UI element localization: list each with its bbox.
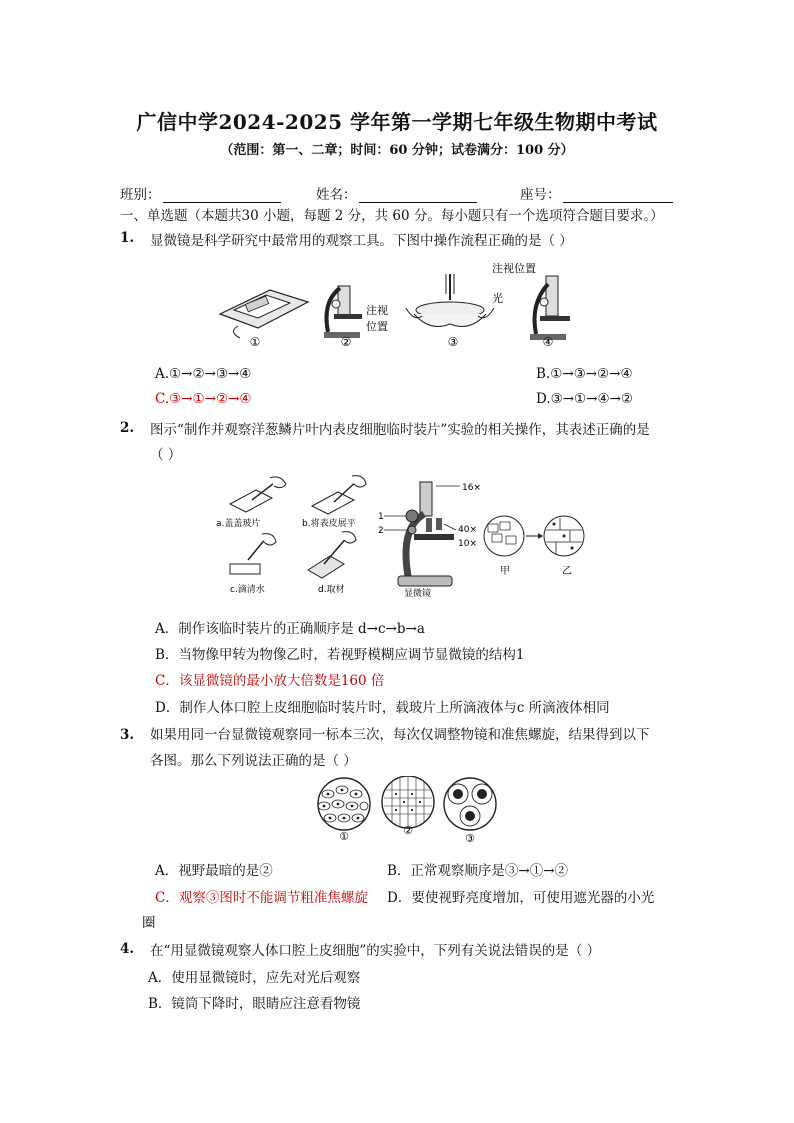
name-field: [316, 183, 477, 203]
q4-option-b: B．镜筒下降时，眼睛应注意看物镜: [148, 996, 361, 1012]
q2-option-a: A．制作该临时装片的正确顺序是 d→c→b→a: [155, 621, 425, 637]
q3-option-c: C．观察③图时不能调节粗准焦螺旋: [155, 890, 368, 906]
q2-option-c: C．该显微镜的最小放大倍数是160 倍: [155, 673, 385, 689]
q3-label-2: ②: [403, 824, 413, 837]
q3-option-d: D．要使视野亮度增加，可使用遮光器的小光: [387, 890, 655, 906]
q1-fig-label-1: ①: [249, 335, 261, 349]
q2-option-d: D．制作人体口腔上皮细胞临时装片时，载玻片上所滴液体与c 所滴液体相同: [155, 700, 610, 716]
q2-label-jia: 甲: [500, 566, 510, 577]
q2-label-16x: 16×: [462, 483, 481, 493]
q2-label-c: c.滴清水: [230, 585, 265, 595]
q2-figure: [212, 472, 592, 602]
q1-number: 1.: [120, 230, 135, 246]
q2-text-line2: （ ）: [150, 447, 182, 463]
q2-label-scope: 显微镜: [404, 589, 432, 599]
q2-label-1: 1: [378, 512, 384, 522]
q2-fig-microscope: [384, 482, 460, 586]
q2-number: 2.: [120, 420, 135, 436]
q3-view-2: [382, 776, 434, 828]
section-heading: 一、单选题（本题共30 小题，每题 2 分，共 60 分。每小题只有一个选项符合题目要求。）: [120, 208, 664, 224]
seat-label: 座号：: [520, 187, 561, 203]
seat-blank: [563, 188, 673, 203]
q1-fig4-microscope: [530, 276, 570, 340]
q2-label-10x: 10×: [458, 539, 477, 549]
q1-fig-label-3: ③: [447, 335, 459, 349]
q1-fig2-microscope: [324, 286, 362, 338]
q3-label-1: ①: [339, 830, 349, 843]
exam-title: 广信中学2024-2025 学年第一学期七年级生物期中考试: [136, 110, 658, 134]
q2-fig-yi-view: [544, 516, 584, 556]
q2-fig-a: [230, 477, 286, 512]
q1-option-c: C.③→①→②→④: [155, 391, 252, 407]
q2-fig-jia-view: [484, 516, 524, 556]
class-field: [120, 183, 281, 203]
q3-text-line1: 如果用同一台显微镜观察同一标本三次，每次仅调整物镜和准焦螺旋，结果得到以下: [150, 727, 650, 743]
q1-fig2-pos-text: 位置: [366, 320, 388, 333]
q3-option-d-continued: 圈: [142, 915, 156, 931]
q1-option-a: A.①→②→③→④: [155, 366, 252, 382]
q2-label-b: b.将表皮展平: [302, 519, 356, 529]
class-blank: [163, 188, 281, 203]
q2-label-d: d.取材: [318, 585, 345, 595]
q1-fig-label-4: ④: [542, 335, 554, 349]
q3-figure: [310, 776, 500, 846]
q4-number: 4.: [120, 941, 135, 957]
q3-text-line2: 各图。那么下列说法正确的是（ ）: [150, 753, 357, 769]
q1-fig4-watchpos-text: 注视位置: [492, 262, 536, 275]
q2-text-line1: 图示“制作并观察洋葱鳞片叶内表皮细胞临时装片”实验的相关操作，其表述正确的是: [150, 422, 650, 438]
q1-fig1-slide: [220, 290, 308, 338]
q3-option-b: B．正常观察顺序是③→①→②: [387, 863, 569, 879]
q1-option-d: D.③→①→④→②: [536, 391, 633, 407]
q2-label-a: a.盖盖玻片: [216, 519, 261, 529]
q3-view-3: [444, 778, 496, 830]
q1-fig2-watch-text: 注视: [366, 304, 388, 317]
name-blank: [359, 188, 477, 203]
q3-number: 3.: [120, 727, 135, 743]
q1-fig3-hands: [406, 274, 494, 326]
exam-subtitle: （范围：第一、二章；时间：60 分钟；试卷满分：100 分）: [220, 143, 574, 158]
q1-fig-label-2: ②: [340, 335, 352, 349]
q1-fig3-light-text: 光: [492, 292, 503, 305]
q2-label-2: 2: [378, 526, 384, 536]
q3-option-a: A．视野最暗的是②: [155, 863, 273, 879]
q2-label-yi: 乙: [562, 566, 572, 577]
q2-fig-c: [230, 534, 276, 574]
q3-view-1: [318, 778, 370, 830]
name-label: 姓名：: [316, 187, 357, 203]
q3-label-3: ③: [465, 832, 475, 845]
class-label: 班别：: [120, 187, 161, 203]
q1-figure: [210, 252, 590, 352]
q1-option-b: B.①→③→②→④: [536, 366, 633, 382]
q4-text: 在“用显微镜观察人体口腔上皮细胞”的实验中，下列有关说法错误的是（ ）: [150, 943, 601, 959]
q2-fig-d: [308, 532, 356, 578]
q2-option-b: B．当物像甲转为物像乙时，若视野模糊应调节显微镜的结构1: [155, 647, 525, 663]
seat-field: [520, 183, 673, 203]
q1-text: 显微镜是科学研究中最常用的观察工具。下图中操作流程正确的是（ ）: [150, 233, 573, 249]
q4-option-a: A．使用显微镜时，应先对光后观察: [148, 970, 361, 986]
q2-label-40x: 40×: [458, 525, 477, 535]
q2-fig-b: [312, 476, 366, 514]
